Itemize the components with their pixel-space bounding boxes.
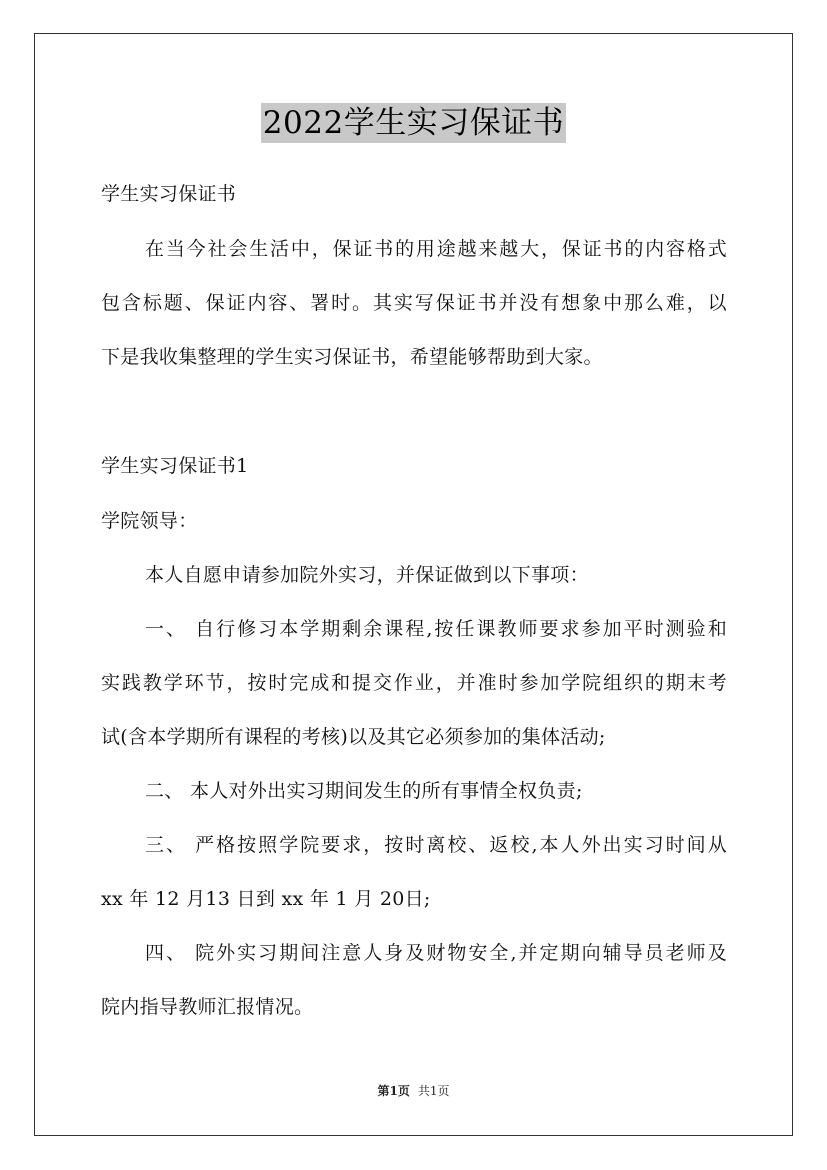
section-heading: 学生实习保证书1: [101, 455, 249, 477]
page-number-current: 第1页: [377, 1084, 410, 1098]
intro-line-2: 包含标题、保证内容、署时。其实写保证书并没有想象中那么难，以: [101, 292, 727, 314]
item-1-line-3: 试(含本学期所有课程的考核)以及其它必须参加的集体活动;: [101, 726, 606, 748]
document-subtitle: 学生实习保证书: [101, 183, 237, 205]
item-4-line-1: 四、 院外实习期间注意人身及财物安全,并定期向辅导员老师及: [145, 942, 727, 964]
intro-line-1: 在当今社会生活中，保证书的用途越来越大，保证书的内容格式: [145, 238, 727, 260]
salutation: 学院领导：: [101, 510, 198, 532]
statement: 本人自愿申请参加院外实习，并保证做到以下事项：: [145, 564, 589, 586]
page-number-total: 共1页: [417, 1084, 450, 1098]
item-4-line-2: 院内指导教师汇报情况。: [101, 996, 314, 1018]
title-container: [0, 103, 827, 143]
item-1-line-2: 实践教学环节，按时完成和提交作业，并准时参加学院组织的期末考: [101, 672, 727, 694]
document-title: 2022学生实习保证书: [262, 105, 565, 141]
item-2-line-1: 二、 本人对外出实习期间发生的所有事情全权负责;: [145, 780, 583, 802]
item-3-line-2: xx 年 12 月13 日到 xx 年 1 月 20日;: [101, 888, 431, 910]
item-1-line-1: 一、 自行修习本学期剩余课程,按任课教师要求参加平时测验和: [145, 618, 727, 640]
page-footer: [0, 1083, 827, 1099]
intro-line-3: 下是我收集整理的学生实习保证书，希望能够帮助到大家。: [101, 346, 603, 368]
item-3-line-1: 三、 严格按照学院要求，按时离校、返校,本人外出实习时间从: [145, 834, 727, 856]
